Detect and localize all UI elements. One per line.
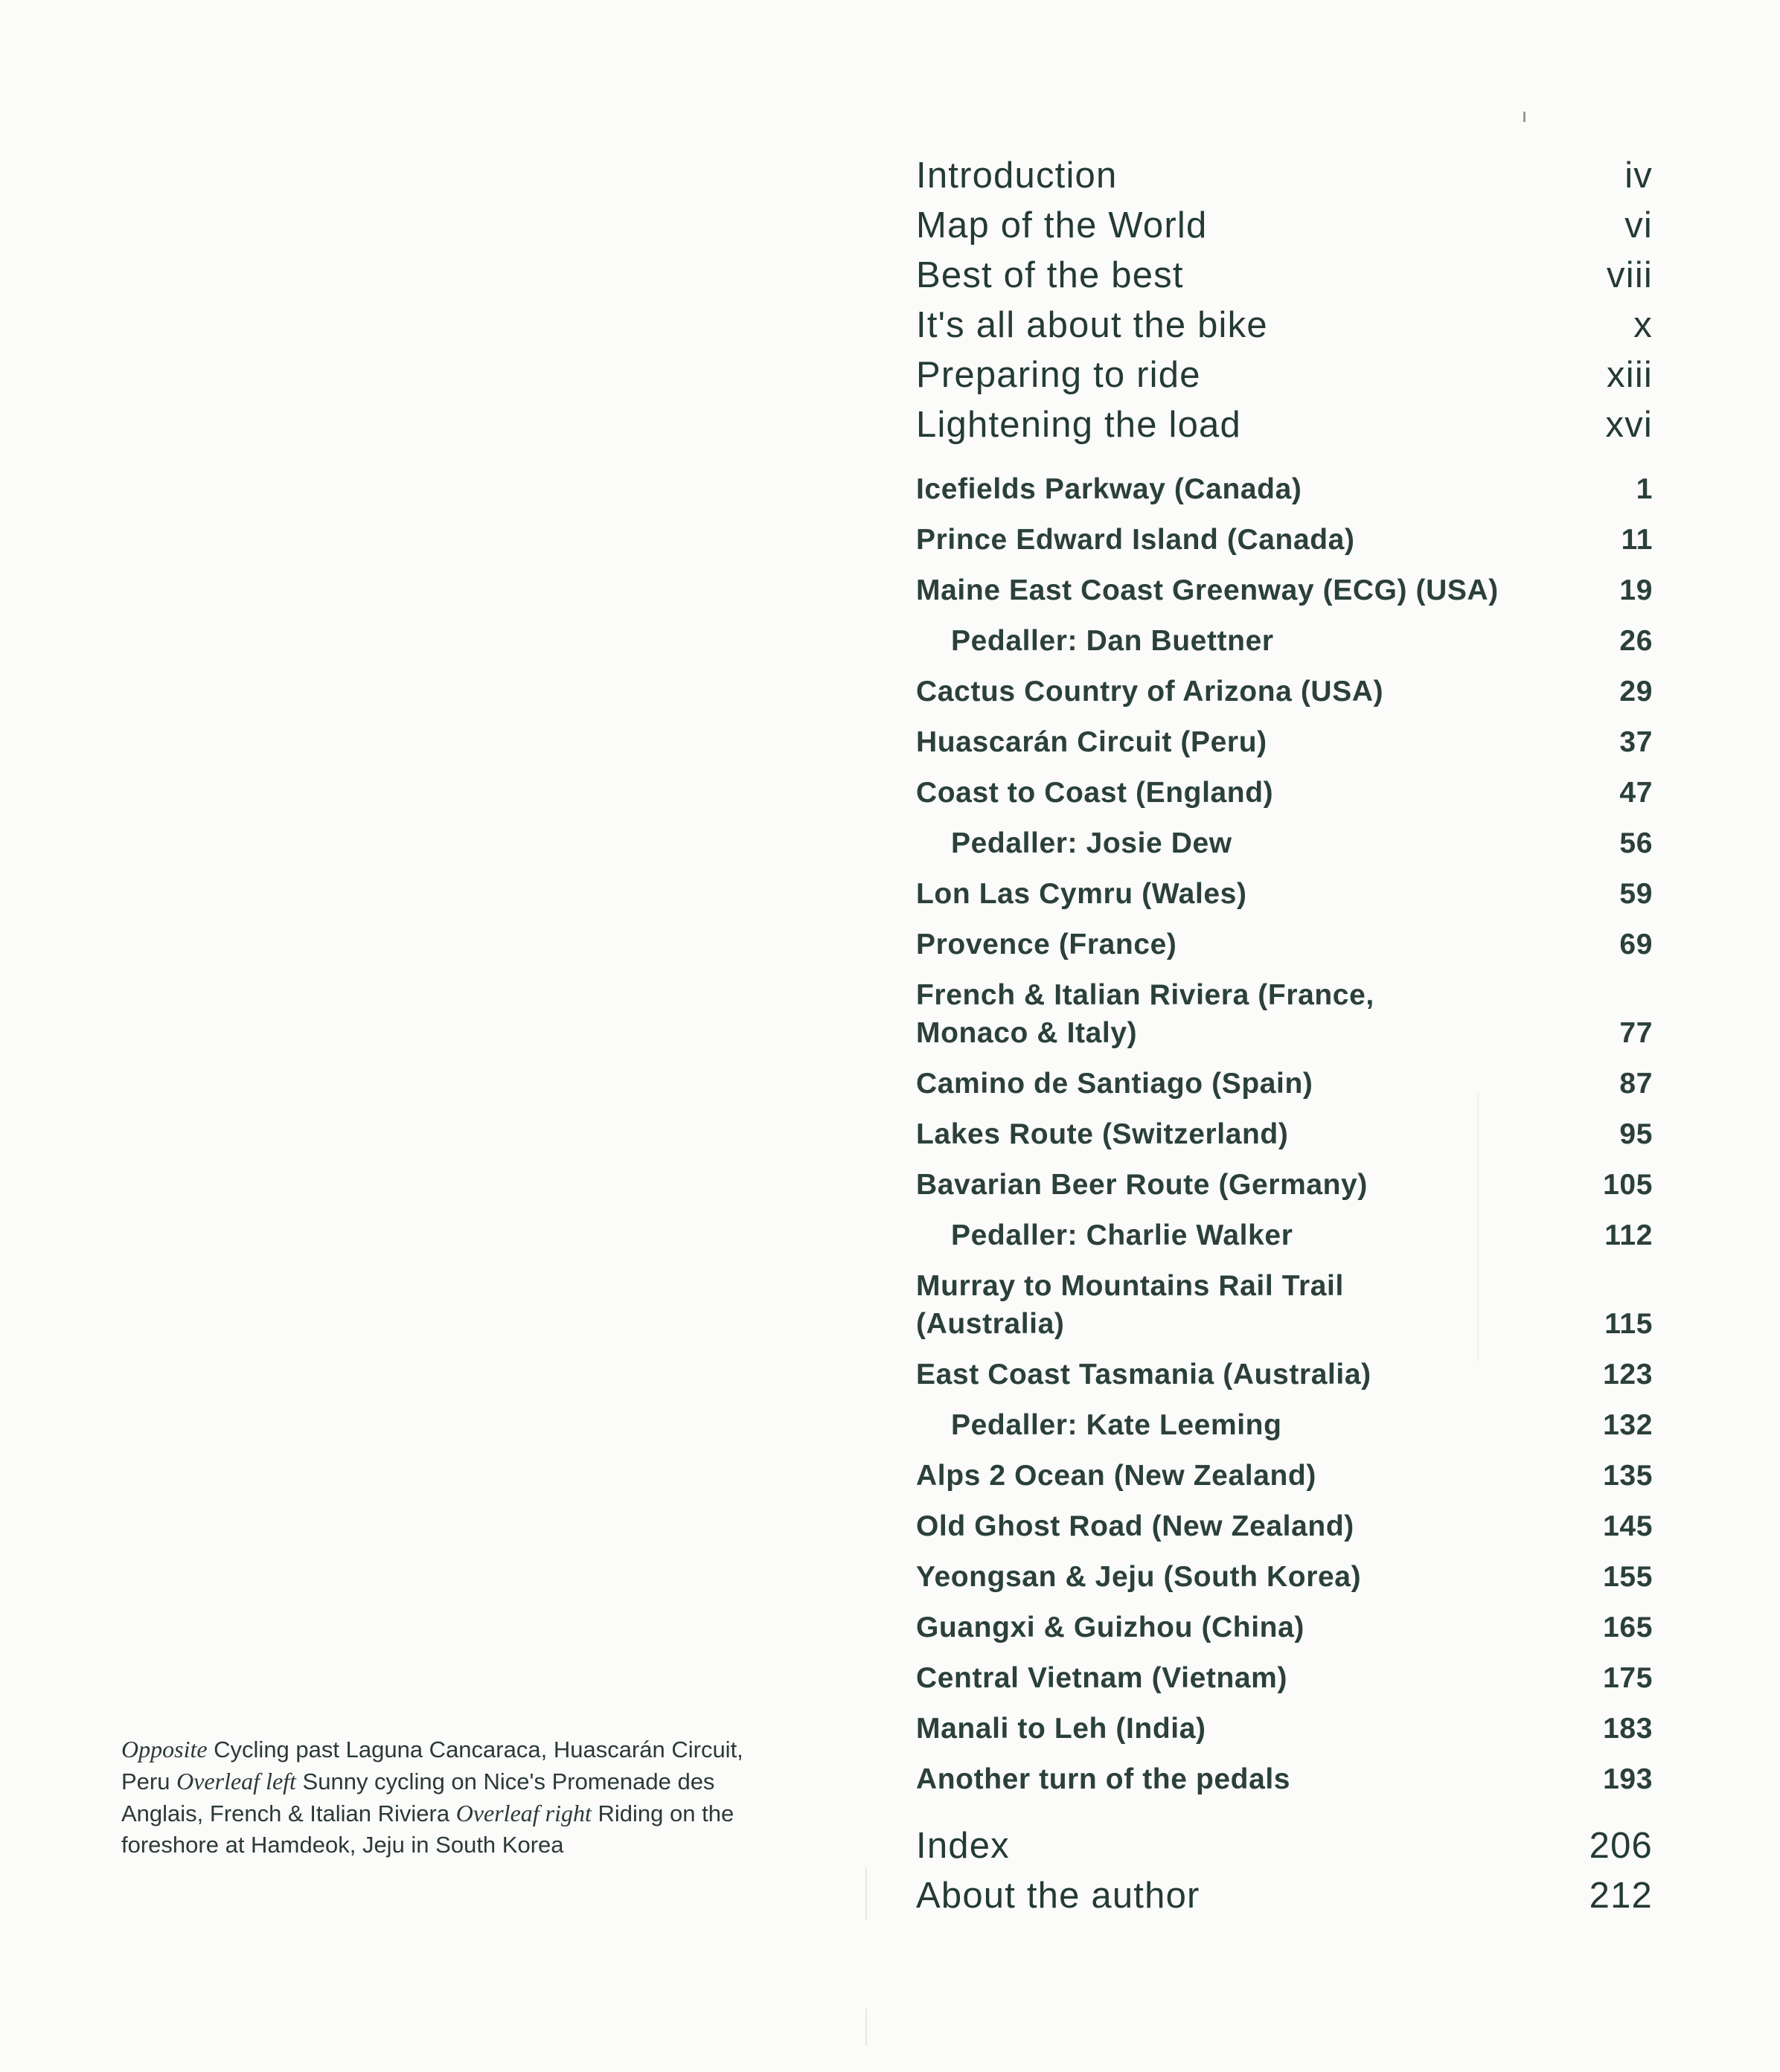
toc-entry-best-of-the-best[interactable]: [916, 251, 1653, 301]
toc-entry-pedaller-josie-dew[interactable]: [916, 824, 1653, 862]
caption-overleaf-right-label: Overleaf right: [455, 1800, 592, 1826]
toc-entry-camino-de-santiago[interactable]: [916, 1065, 1653, 1103]
toc-entry-page: 87: [1619, 1068, 1653, 1100]
toc-entry-pedaller-charlie-walker[interactable]: [916, 1216, 1653, 1254]
toc-entry-title: Pedaller: Dan Buettner: [951, 625, 1274, 657]
toc-entry-about-the-author[interactable]: [916, 1871, 1653, 1921]
toc-entry-all-about-the-bike[interactable]: [916, 301, 1653, 350]
toc-entry-maine-ecg[interactable]: [916, 571, 1653, 609]
caption-overleaf-left-text: Sunny cycling on Nice's Promenade des Anglais, French & Italian Riviera: [121, 1768, 715, 1826]
toc-entry-title: About the author: [916, 1876, 1200, 1916]
toc-entry-huascaran-circuit[interactable]: [916, 723, 1653, 761]
toc-entry-title: Cactus Country of Arizona (USA): [916, 676, 1384, 708]
toc-entry-yeongsan-jeju[interactable]: [916, 1558, 1653, 1596]
toc-entry-title: Pedaller: Charlie Walker: [951, 1219, 1293, 1251]
scan-mark: [865, 2009, 867, 2046]
toc-entry-title: Pedaller: Josie Dew: [951, 827, 1232, 859]
toc-entry-title: Provence (France): [916, 928, 1177, 960]
caption-opposite-label: Opposite: [121, 1736, 208, 1763]
toc-entry-page: 19: [1619, 574, 1653, 606]
toc-entry-central-vietnam[interactable]: [916, 1659, 1653, 1697]
table-of-contents: [916, 0, 1653, 2072]
toc-entry-east-coast-tasmania[interactable]: [916, 1356, 1653, 1393]
toc-entry-title: Alps 2 Ocean (New Zealand): [916, 1460, 1316, 1492]
toc-entry-page: 132: [1603, 1409, 1653, 1441]
toc-entry-another-turn-of-the-pedals[interactable]: [916, 1760, 1653, 1798]
toc-entry-title: Pedaller: Kate Leeming: [951, 1409, 1282, 1441]
toc-entry-title: Coast to Coast (England): [916, 777, 1274, 809]
toc-entry-page: 165: [1603, 1611, 1653, 1643]
toc-entry-pedaller-dan-buettner[interactable]: [916, 622, 1653, 660]
toc-entry-page: 115: [1604, 1308, 1653, 1340]
toc-entry-page: 47: [1619, 777, 1653, 809]
toc-entry-page: 29: [1619, 676, 1653, 708]
toc-entry-title: Manali to Leh (India): [916, 1713, 1206, 1745]
toc-entry-page: 193: [1603, 1763, 1653, 1795]
toc-entry-alps-2-ocean[interactable]: [916, 1457, 1653, 1495]
scan-mark: [865, 1867, 867, 1919]
toc-entry-page: 212: [1589, 1876, 1653, 1916]
toc-entry-page: 123: [1603, 1359, 1653, 1391]
photo-caption: [121, 1733, 746, 1861]
toc-entry-page: iv: [1624, 155, 1653, 196]
toc-entry-title: Bavarian Beer Route (Germany): [916, 1169, 1368, 1201]
toc-entry-title: Best of the best: [916, 255, 1184, 295]
caption-overleaf-right-text: Riding on the foreshore at Hamdeok, Jeju in South Korea: [121, 1800, 734, 1858]
toc-entry-title: Central Vietnam (Vietnam): [916, 1662, 1288, 1694]
toc-entry-page: 206: [1589, 1826, 1653, 1866]
toc-entry-cactus-country[interactable]: [916, 673, 1653, 711]
toc-entry-title: Prince Edward Island (Canada): [916, 524, 1355, 556]
toc-entry-manali-to-leh[interactable]: [916, 1710, 1653, 1748]
toc-entry-page: viii: [1607, 255, 1653, 295]
toc-entry-title: It's all about the bike: [916, 305, 1268, 345]
toc-entry-title: Guangxi & Guizhou (China): [916, 1611, 1304, 1643]
toc-entry-title: Icefields Parkway (Canada): [916, 473, 1302, 505]
toc-entry-old-ghost-road[interactable]: [916, 1507, 1653, 1545]
toc-entry-page: xiii: [1607, 355, 1653, 395]
toc-entry-page: 1: [1636, 473, 1653, 505]
toc-entry-title: Preparing to ride: [916, 355, 1201, 395]
toc-entry-title: Map of the World: [916, 205, 1208, 246]
toc-entry-coast-to-coast[interactable]: [916, 774, 1653, 812]
caption-overleaf-left-label: Overleaf left: [176, 1768, 296, 1794]
toc-entry-murray-to-mountains[interactable]: [916, 1267, 1653, 1343]
toc-entry-page: xvi: [1605, 405, 1653, 445]
toc-entry-page: 145: [1603, 1510, 1653, 1542]
toc-entry-lakes-route[interactable]: [916, 1115, 1653, 1153]
toc-entry-introduction[interactable]: [916, 151, 1653, 201]
toc-entry-icefields-parkway[interactable]: [916, 470, 1653, 508]
toc-entry-page: 37: [1619, 726, 1653, 758]
toc-entry-page: 155: [1603, 1561, 1653, 1593]
toc-entry-page: 11: [1621, 524, 1653, 556]
toc-entry-title: Maine East Coast Greenway (ECG) (USA): [916, 574, 1499, 606]
toc-entry-page: vi: [1624, 205, 1653, 246]
toc-entry-lon-las-cymru[interactable]: [916, 875, 1653, 913]
toc-entry-map-of-the-world[interactable]: [916, 201, 1653, 251]
toc-entry-page: 59: [1619, 878, 1653, 910]
toc-entry-title: Murray to Mountains Rail Trail (Australia): [916, 1270, 1344, 1340]
toc-entry-preparing-to-ride[interactable]: [916, 350, 1653, 400]
toc-entry-title: Camino de Santiago (Spain): [916, 1068, 1313, 1100]
toc-entry-page: 95: [1619, 1118, 1653, 1150]
toc-entry-title: Huascarán Circuit (Peru): [916, 726, 1267, 758]
toc-entry-provence[interactable]: [916, 926, 1653, 963]
toc-entry-title: Index: [916, 1826, 1010, 1866]
toc-entry-bavarian-beer-route[interactable]: [916, 1166, 1653, 1204]
toc-entry-page: x: [1633, 305, 1653, 345]
toc-entry-page: 112: [1604, 1219, 1653, 1251]
toc-entry-page: 69: [1619, 928, 1653, 960]
toc-entry-page: 105: [1603, 1169, 1653, 1201]
toc-entry-title: Lon Las Cymru (Wales): [916, 878, 1247, 910]
toc-entry-title: Another turn of the pedals: [916, 1763, 1291, 1795]
caption-opposite-text: Cycling past Laguna Cancaraca, Huascarán Circuit, Peru: [121, 1736, 743, 1794]
toc-entry-page: 175: [1603, 1662, 1653, 1694]
toc-entry-title: East Coast Tasmania (Australia): [916, 1359, 1371, 1391]
toc-entry-lightening-the-load[interactable]: [916, 400, 1653, 450]
toc-entry-page: 77: [1619, 1017, 1653, 1049]
toc-entry-title: Introduction: [916, 155, 1118, 196]
toc-entry-title: Lakes Route (Switzerland): [916, 1118, 1289, 1150]
toc-entry-page: 26: [1619, 625, 1653, 657]
toc-entry-page: 183: [1603, 1713, 1653, 1745]
toc-entry-french-italian-riviera[interactable]: [916, 976, 1653, 1052]
toc-entry-title: Yeongsan & Jeju (South Korea): [916, 1561, 1362, 1593]
toc-entry-index[interactable]: [916, 1821, 1653, 1871]
toc-entry-page: 56: [1619, 827, 1653, 859]
toc-entry-prince-edward-island[interactable]: [916, 521, 1653, 559]
toc-entry-title: French & Italian Riviera (France, Monaco & Italy): [916, 979, 1374, 1049]
toc-entry-guangxi-guizhou[interactable]: [916, 1608, 1653, 1646]
toc-entry-title: Lightening the load: [916, 405, 1241, 445]
toc-entry-title: Old Ghost Road (New Zealand): [916, 1510, 1354, 1542]
toc-entry-pedaller-kate-leeming[interactable]: [916, 1406, 1653, 1444]
toc-entry-page: 135: [1603, 1460, 1653, 1492]
